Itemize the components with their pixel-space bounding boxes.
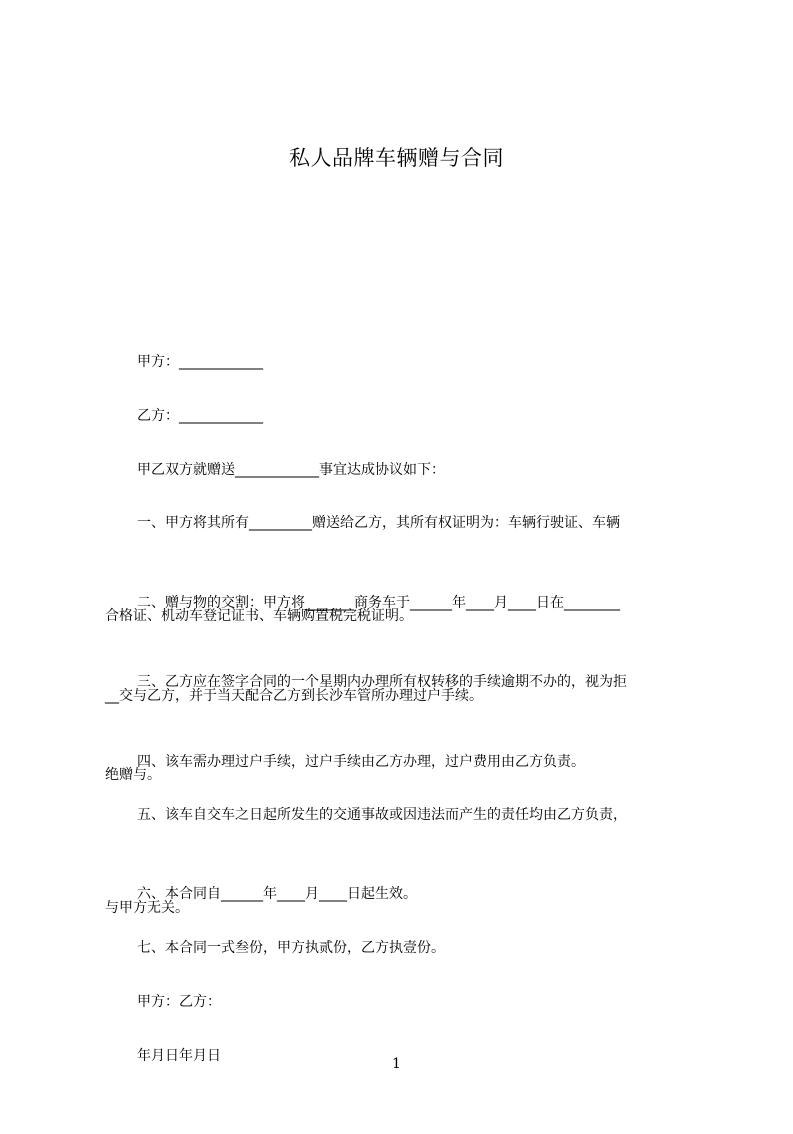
clause-3-line-2: 绝赠与。 xyxy=(105,767,161,783)
clause-1-line-2: 合格证、机动车登记证书、车辆购置税完税证明。 xyxy=(105,608,413,624)
clause-6-line: 六、本合同自______年____月____日起生效。 xyxy=(137,886,417,902)
party-a-line: 甲方：____________ xyxy=(137,354,263,370)
clause-2-line-1: 二、赠与物的交割：甲方将_______商务车于______年____月____日在________ xyxy=(137,595,620,611)
document-title: 私人品牌车辆赠与合同 xyxy=(289,146,504,170)
clause-7-line: 七、本合同一式叁份，甲方执贰份，乙方执壹份。 xyxy=(137,940,445,956)
signature-parties-line: 甲方：乙方： xyxy=(137,994,221,1010)
party-b-line: 乙方：____________ xyxy=(137,408,263,424)
clause-2-line-2: __交与乙方，并于当天配合乙方到长沙车管所办理过户手续。 xyxy=(105,688,483,704)
clause-3-line-1: 三、乙方应在签字合同的一个星期内办理所有权转移的手续逾期不办的，视为拒 xyxy=(137,674,627,690)
clause-1-line-1: 一、甲方将其所有_________赠送给乙方，其所有权证明为：车辆行驶证、车辆 xyxy=(137,515,620,531)
page-number: 1 xyxy=(392,1056,401,1072)
clause-5-line-2: 与甲方无关。 xyxy=(105,900,189,916)
intro-line: 甲乙双方就赠送____________事宜达成协议如下： xyxy=(137,462,445,478)
signature-dates-line: 年月日年月日 xyxy=(137,1048,221,1064)
clause-4-line: 四、该车需办理过户手续，过户手续由乙方办理，过户费用由乙方负责。 xyxy=(137,754,585,770)
clause-5-line-1: 五、该车自交车之日起所发生的交通事故或因违法而产生的责任均由乙方负责， xyxy=(137,807,627,823)
